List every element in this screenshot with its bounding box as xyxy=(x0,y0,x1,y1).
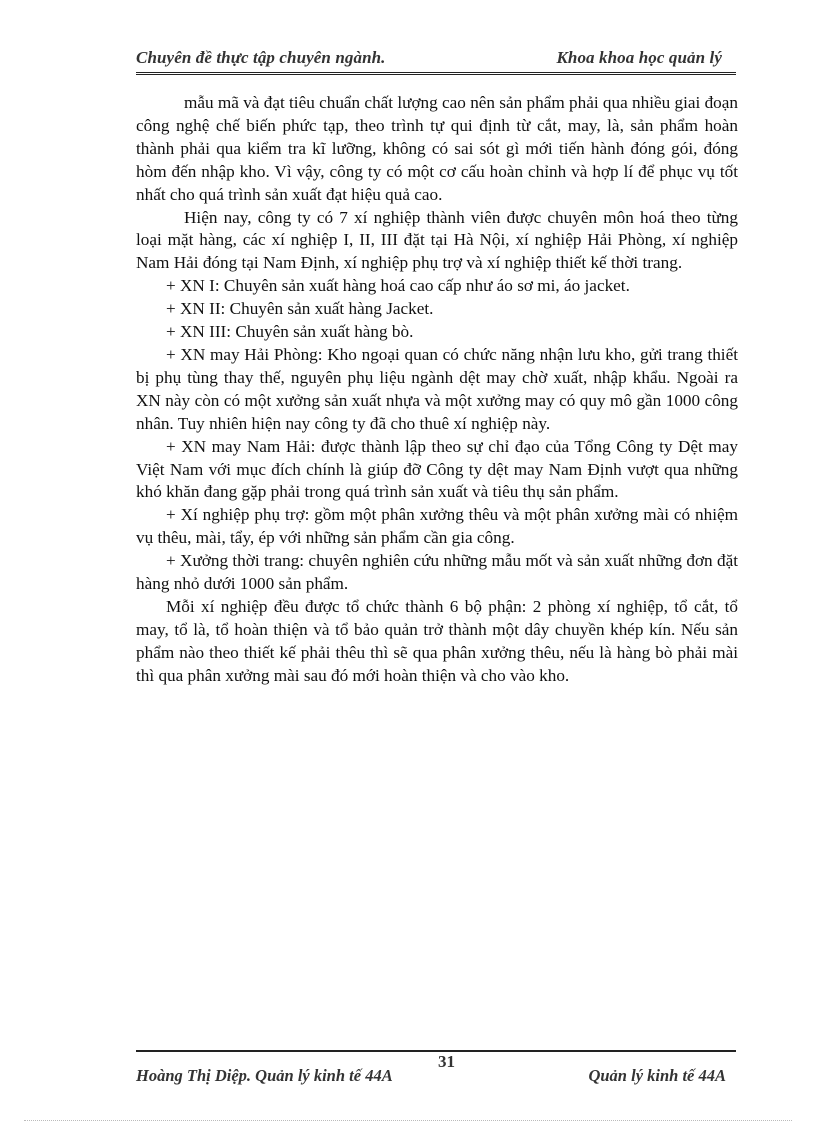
header-title-left: Chuyên đề thực tập chuyên ngành. xyxy=(136,48,386,67)
list-item-xn-nam-hai: + XN may Nam Hải: được thành lập theo sự chỉ đạo của Tổng Công ty Dệt may Việt Nam với mục đích chính là giúp đỡ Công ty dệt may Nam Định vượt qua những khó khăn đang gặp phải trong quá trình sản xuất và tiêu thụ sản phẩm. xyxy=(136,436,738,502)
list-item-xn-phu-tro: + Xí nghiệp phụ trợ: gồm một phân xưởng thêu và một phân xưởng mài có nhiệm vụ thêu, mài, tẩy, ép với những sản phẩm cần gia công. xyxy=(136,505,738,548)
list-item-xn-1: + XN I: Chuyên sản xuất hàng hoá cao cấp như áo sơ mi, áo jacket. xyxy=(166,276,630,296)
document-body xyxy=(136,92,738,688)
footer-department: Quản lý kinh tế 44A xyxy=(588,1066,726,1085)
list-item-xn-2: + XN II: Chuyên sản xuất hàng Jacket. xyxy=(166,299,434,319)
list-item-xn-3: + XN III: Chuyên sản xuất hàng bò. xyxy=(166,322,414,342)
paragraph-organization: Mỗi xí nghiệp đều được tổ chức thành 6 bộ phận: 2 phòng xí nghiệp, tổ cắt, tổ may, tổ là, tổ hoàn thiện và tổ bảo quản trở thành một dây chuyền khép kín. Nếu sản phẩm nào theo thiết kế phải thêu thì sẽ qua phân xưởng thêu, nếu là hàng bò phải mài thì qua phân xưởng mài sau đó mới hoàn thiện và cho vào kho. xyxy=(136,596,738,685)
paragraph-member-enterprises: Hiện nay, công ty có 7 xí nghiệp thành viên được chuyên môn hoá theo từng loại mặt hàng, các xí nghiệp I, II, III đặt tại Hà Nội, xí nghiệp Hải Phòng, xí nghiệp Nam Hải đóng tại Nam Định, xí nghiệp phụ trợ và xí nghiệp thiết kế thời trang. xyxy=(136,207,738,273)
list-item-xuong-thoi-trang: + Xưởng thời trang: chuyên nghiên cứu những mẫu mốt và sản xuất những đơn đặt hàng nhỏ dưới 1000 sản phẩm. xyxy=(136,551,738,594)
footer-author: Hoàng Thị Diệp. Quản lý kinh tế 44A xyxy=(136,1066,393,1085)
header-title-right: Khoa khoa học quản lý xyxy=(556,48,722,67)
page-header xyxy=(136,44,736,75)
page-number: 31 xyxy=(438,1052,455,1071)
page-footer xyxy=(136,1050,736,1085)
list-item-xn-hai-phong: + XN may Hải Phòng: Kho ngoại quan có chức năng nhận lưu kho, gửi trang thiết bị phụ tùng thay thế, nguyên phụ liệu ngành dệt may chờ xuất, nhập khẩu. Ngoài ra XN này còn có một xưởng sản xuất nhựa và một xưởng may có quy mô gần 1000 công nhân. Tuy nhiên hiện nay công ty đã cho thuê xí nghiệp này. xyxy=(136,344,738,433)
paragraph-production-process: mẫu mã và đạt tiêu chuẩn chất lượng cao nên sản phẩm phải qua nhiều giai đoạn công nghệ chế biến phức tạp, theo trình tự qui định từ cắt, may, là, sản phẩm hoàn thành phải qua kiểm tra kĩ lưỡng, không có sai sót gì mới tiến hành đóng gói, đóng hòm đến nhập kho. Vì vậy, công ty có một cơ cấu hoàn chỉnh và hợp lí để phục vụ tốt nhất cho quá trình sản xuất đạt hiệu quả cao. xyxy=(136,93,738,204)
page-boundary-divider xyxy=(24,1120,792,1121)
